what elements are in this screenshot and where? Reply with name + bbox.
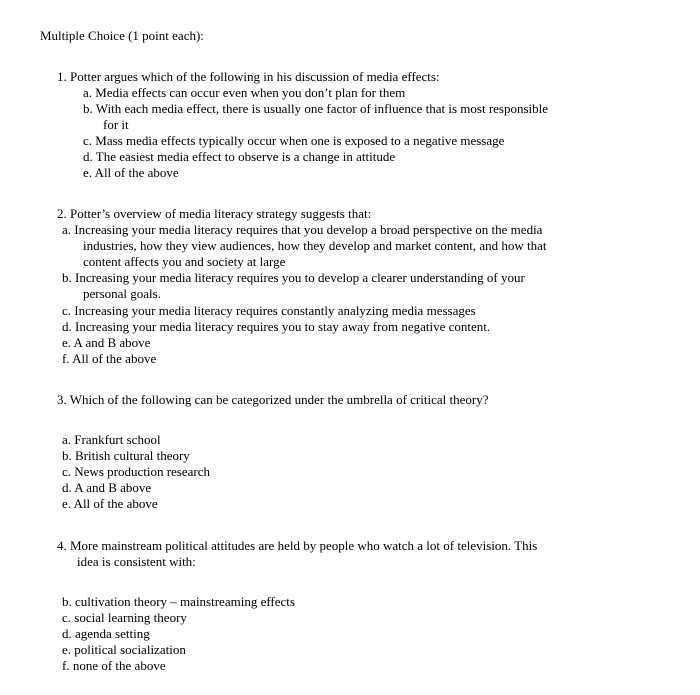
q1-option-d: d. The easiest media effect to observe is a change in attitude [83,149,396,164]
q2-option-a-cont1: industries, how they view audiences, how they develop and market content, and how that [83,238,547,253]
q3-option-d: d. A and B above [62,480,152,495]
q1-option-e: e. All of the above [83,165,179,180]
q3-option-e: e. All of the above [62,496,158,511]
q1-option-c: c. Mass media effects typically occur when one is exposed to a negative message [83,133,505,148]
q1-option-b-cont: for it [103,117,129,132]
q1-option-a: a. Media effects can occur even when you don’t plan for them [83,85,406,100]
question-4-stem: 4. More mainstream political attitudes are held by people who watch a lot of television. This [57,538,538,553]
q2-option-a: a. Increasing your media literacy requires that you develop a broad perspective on the media [62,222,543,237]
q4-option-b: b. cultivation theory – mainstreaming effects [62,594,295,609]
q3-option-c: c. News production research [62,464,210,479]
q4-option-e: e. political socialization [62,642,186,657]
q2-option-f: f. All of the above [62,351,157,366]
q2-option-b-cont: personal goals. [83,286,161,301]
q4-option-d: d. agenda setting [62,626,150,641]
q1-option-b: b. With each media effect, there is usually one factor of influence that is most responsible [83,101,549,116]
q2-option-a-cont2: content affects you and society at large [83,254,286,269]
q2-option-c: c. Increasing your media literacy requires constantly analyzing media messages [62,303,476,318]
q2-option-d: d. Increasing your media literacy requires you to stay away from negative content. [62,319,491,334]
q2-option-e: e. A and B above [62,335,151,350]
question-4-stem-cont: idea is consistent with: [77,554,196,569]
q4-option-c: c. social learning theory [62,610,187,625]
question-2-stem: 2. Potter’s overview of media literacy strategy suggests that: [57,206,372,221]
page-title: Multiple Choice (1 point each): [40,28,204,43]
q3-option-b: b. British cultural theory [62,448,190,463]
q4-option-f: f. none of the above [62,658,166,673]
q3-option-a: a. Frankfurt school [62,432,161,447]
question-3-stem: 3. Which of the following can be categorized under the umbrella of critical theory? [57,392,489,407]
question-1-stem: 1. Potter argues which of the following in his discussion of media effects: [57,69,440,84]
q2-option-b: b. Increasing your media literacy requires you to develop a clearer understanding of your [62,270,525,285]
